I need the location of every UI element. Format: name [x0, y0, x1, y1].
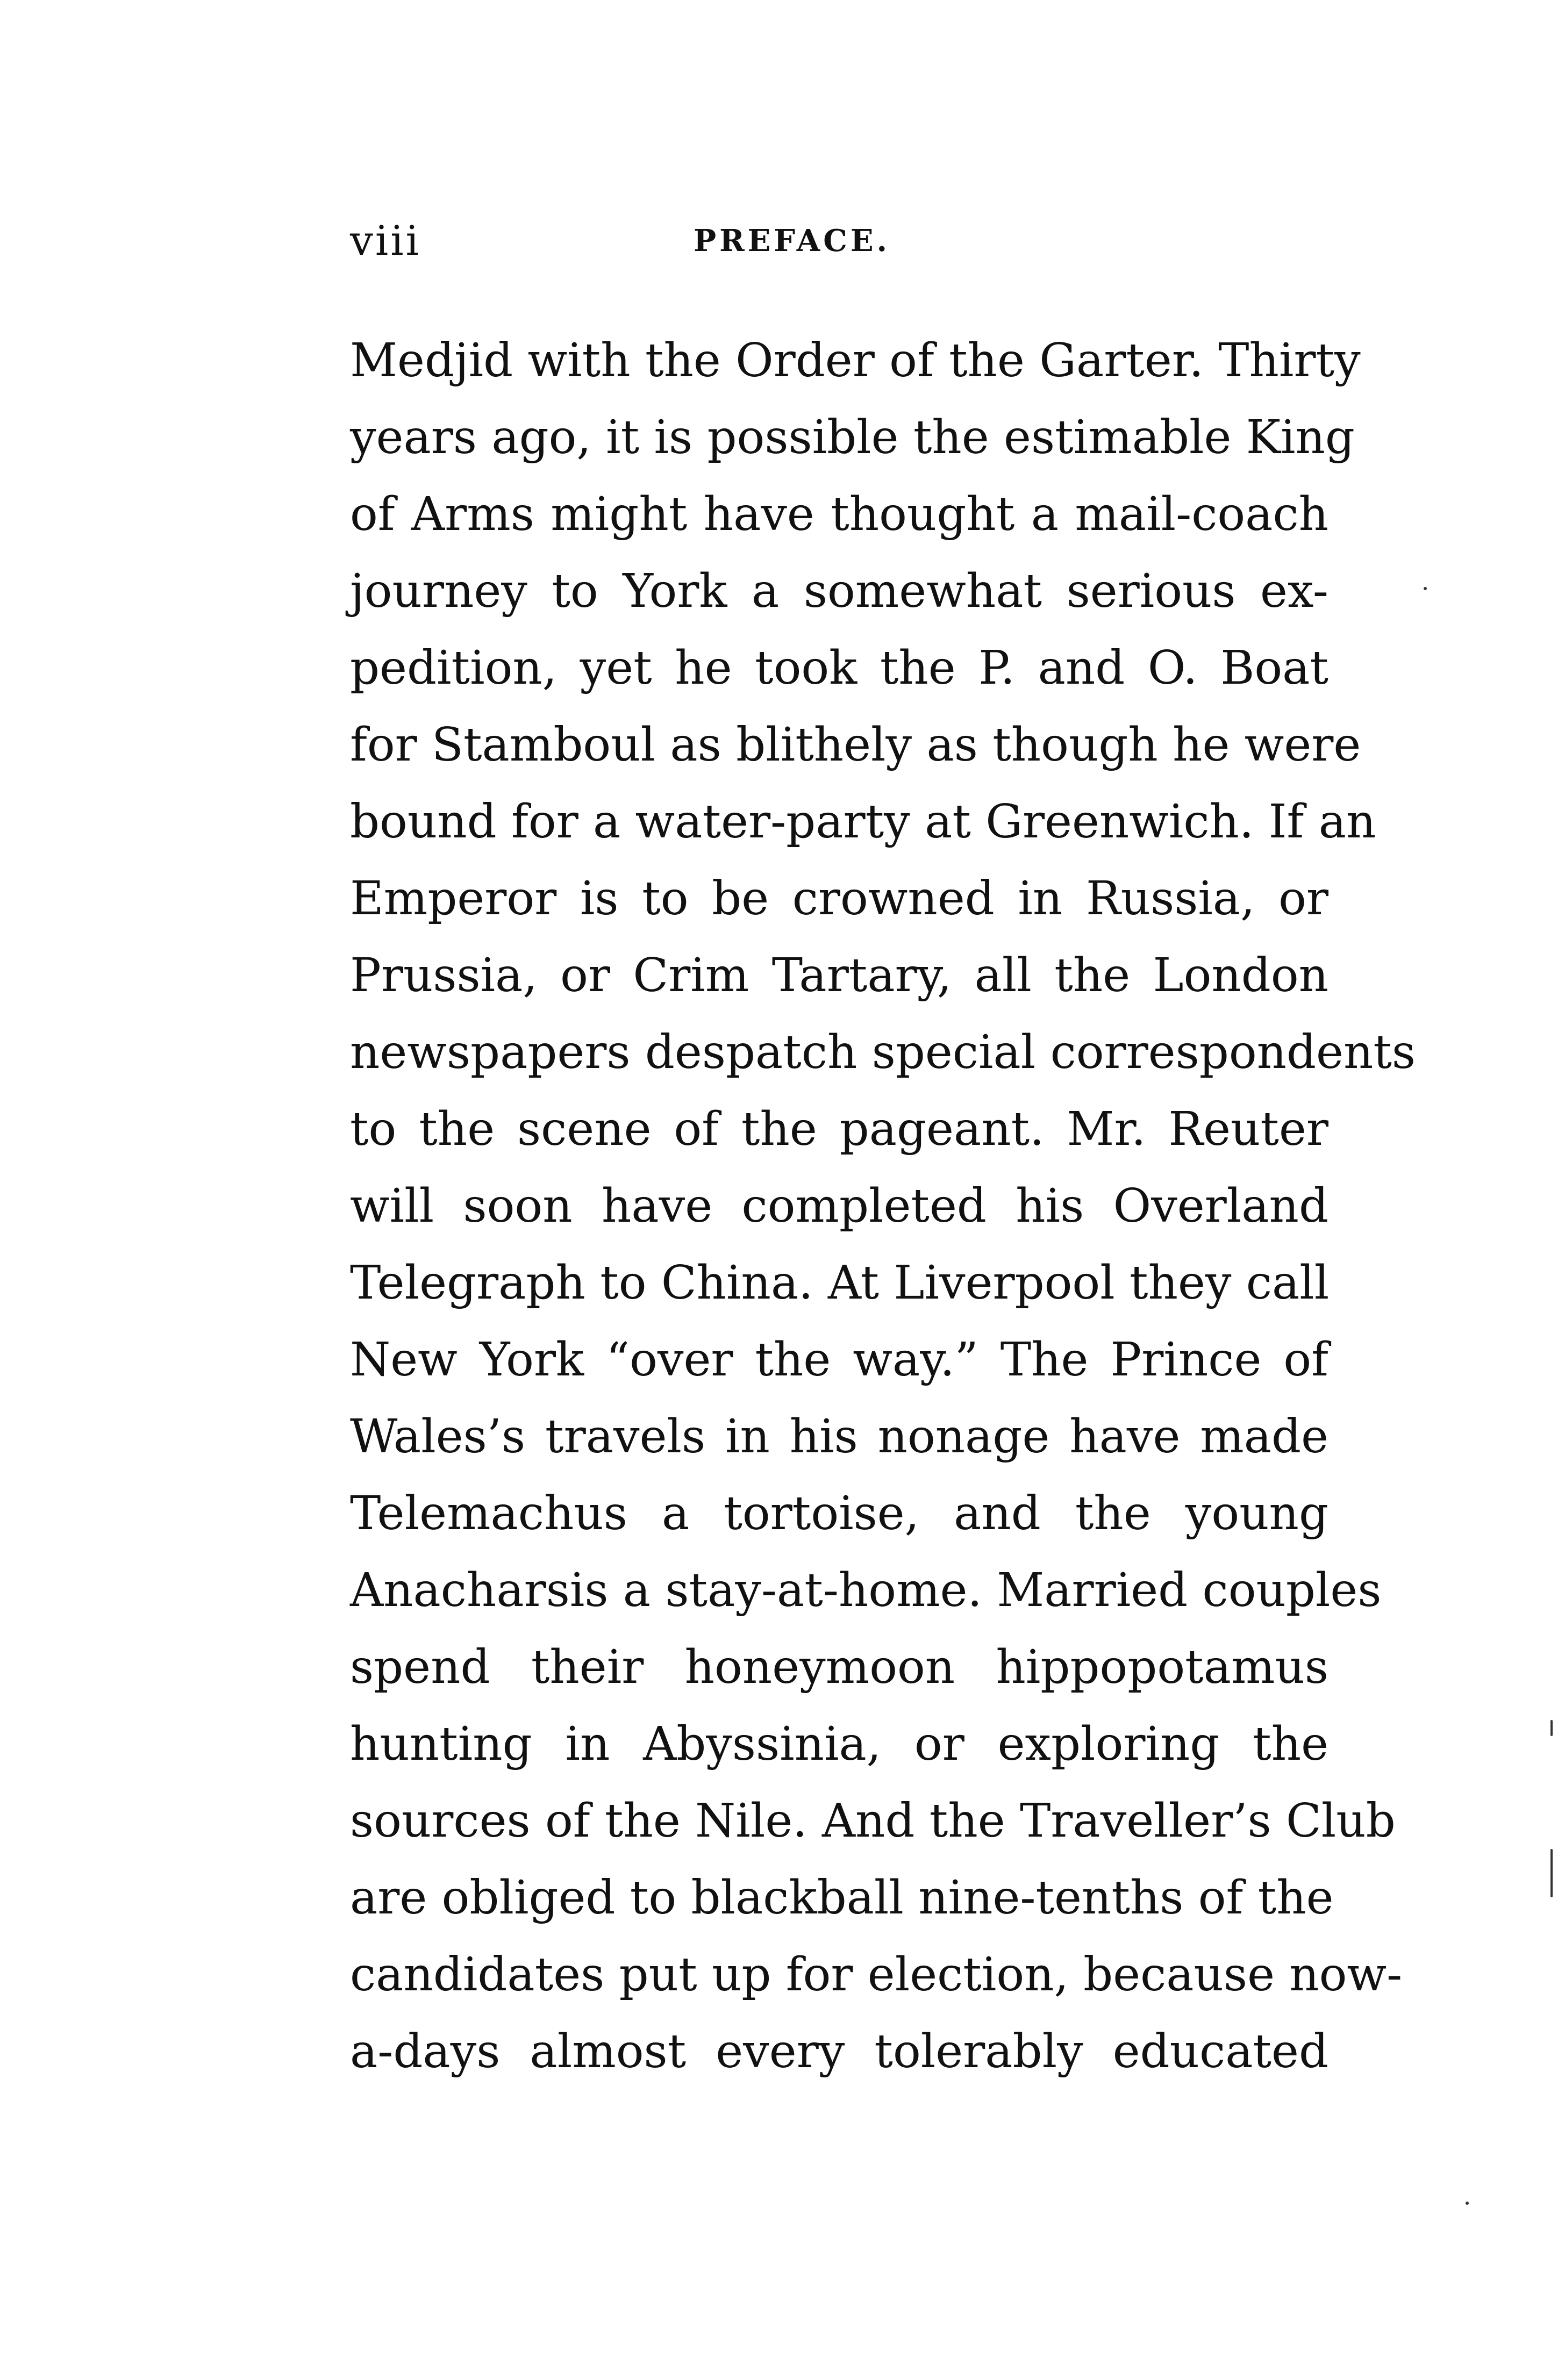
text-line: candidates put up for election, because now-: [350, 1948, 1403, 2002]
body-text: [350, 322, 1416, 2090]
text-line: a-days almost every tolerably educated: [350, 2025, 1328, 2078]
text-line: journey to York a somewhat serious ex-: [350, 564, 1328, 618]
text-line: hunting in Abyssinia, or exploring the: [350, 1717, 1328, 1771]
text-line: for Stamboul as blithely as though he were: [350, 718, 1361, 772]
scan-speck: [1424, 587, 1427, 590]
text-line: pedition, yet he took the P. and O. Boat: [350, 641, 1328, 695]
text-line: newspapers despatch special correspondents: [350, 1026, 1416, 1079]
text-line: bound for a water-party at Greenwich. If an: [350, 795, 1376, 849]
scan-speck: [1550, 1849, 1553, 1897]
scan-speck: [1550, 1720, 1553, 1736]
text-line: of Arms might have thought a mail-coach: [350, 488, 1328, 541]
text-line: Anacharsis a stay-at-home. Married couples: [350, 1564, 1382, 1617]
scan-speck: [1466, 2202, 1469, 2205]
text-line: Medjid with the Order of the Garter. Thirty: [350, 334, 1361, 388]
text-line: New York “over the way.” The Prince of: [350, 1333, 1328, 1387]
running-head: PREFACE.: [694, 223, 891, 259]
text-line: Emperor is to be crowned in Russia, or: [350, 872, 1328, 926]
text-line: are obliged to blackball nine-tenths of the: [350, 1871, 1334, 1925]
text-line: to the scene of the pageant. Mr. Reuter: [350, 1102, 1328, 1156]
text-line: sources of the Nile. And the Traveller’s Club: [350, 1794, 1396, 1848]
text-line: will soon have completed his Overland: [350, 1179, 1328, 1233]
text-line: Wales’s travels in his nonage have made: [350, 1410, 1328, 1464]
page-number: viii: [350, 217, 421, 264]
text-line: Telegraph to China. At Liverpool they call: [350, 1256, 1330, 1310]
text-line: spend their honeymoon hippopotamus: [350, 1640, 1328, 1694]
text-line: Prussia, or Crim Tartary, all the London: [350, 949, 1328, 1002]
text-line: years ago, it is possible the estimable King: [350, 411, 1355, 464]
text-line: Telemachus a tortoise, and the young: [350, 1487, 1328, 1540]
